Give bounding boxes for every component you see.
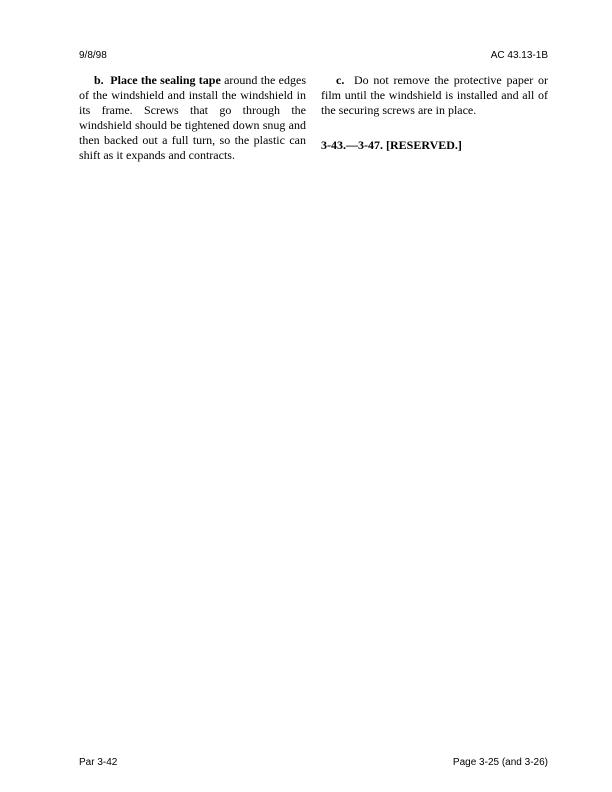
footer-page-ref: Page 3-25 (and 3-26)	[452, 757, 548, 768]
reserved-heading: 3-43.—3-47. [RESERVED.]	[321, 138, 462, 152]
paragraph-b-lead: Place the sealing tape	[110, 73, 221, 87]
paragraph-c-marker: c.	[336, 73, 345, 87]
footer-paragraph-ref: Par 3-42	[79, 757, 118, 768]
left-column	[79, 73, 306, 163]
paragraph-b-marker: b.	[94, 73, 104, 87]
header-date: 9/8/98	[79, 50, 107, 61]
paragraph-b	[79, 73, 306, 163]
paragraph-c	[321, 73, 548, 118]
paragraph-c-text: Do not remove the protective paper or film until the windshield is installed and all of the securing screws are in place.	[321, 73, 549, 117]
right-column	[321, 73, 548, 153]
header-doc-id: AC 43.13-1B	[490, 50, 548, 61]
paragraph-b-text: around the edges of the windshield and install the windshield in its frame. Screws that go through the windshield should be tightened down snug and then backed out a full turn, so the plastic can shift as it expands and contracts.	[79, 73, 306, 162]
